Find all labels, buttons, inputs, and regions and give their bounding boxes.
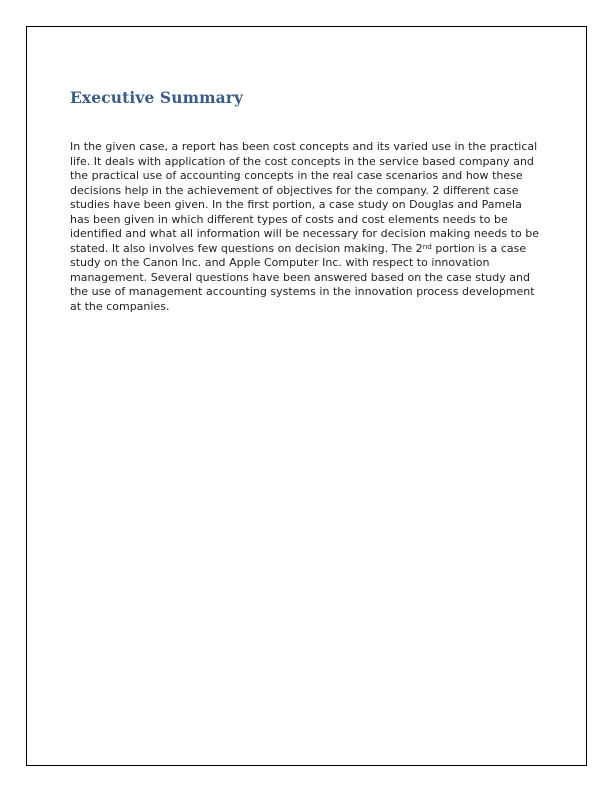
executive-summary-paragraph — [70, 108, 542, 315]
ordinal-suffix-superscript: nd — [422, 241, 432, 251]
page-title: Executive Summary — [70, 88, 244, 107]
paragraph-text-part-1: In the given case, a report has been cost concepts and its varied use in the practical life. It deals with application of the cost concepts in the service based company and the practical use of accounting concepts in the real case scenarios and how these decisions help in the achievement of objectives for the company. 2 different case studies have been given. In the first portion, a case study on Douglas and Pamela has been given in which different types of costs and cost elements needs to be identified and what all information will be necessary for decision making needs to be stated. It also involves few questions on decision making. The 2 — [70, 140, 540, 255]
paragraph-text-part-2: portion is a case study on the Canon Inc. and Apple Computer Inc. with respect to innovation management. Several questions have been answered based on the case study and the use of management accounting systems in the innovation process development at the companies. — [70, 241, 535, 314]
page-content — [70, 88, 542, 315]
